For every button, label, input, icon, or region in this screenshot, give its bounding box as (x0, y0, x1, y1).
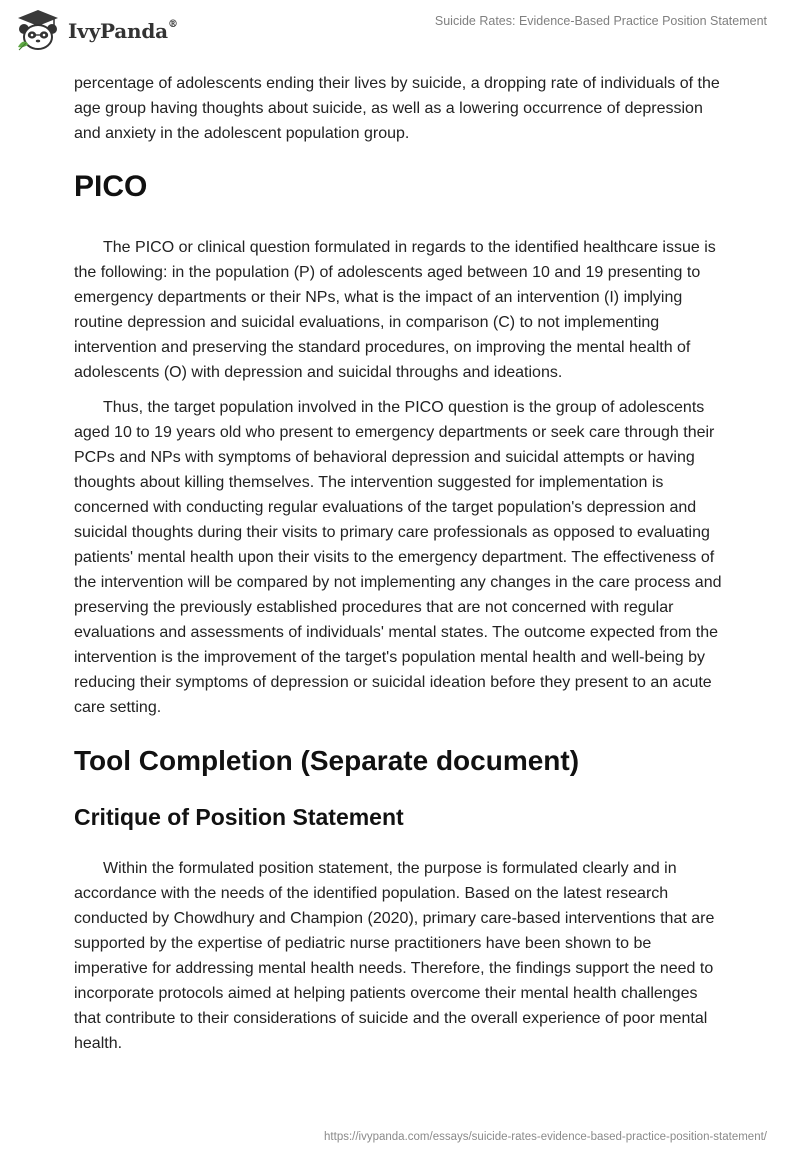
intro-paragraph: percentage of adolescents ending their lives by suicide, a dropping rate of individuals of the age group having thoughts about suicide, as well as a lowering occurrence of depression and anxiety in the adolescent population group. (74, 75, 720, 142)
panda-graduate-icon (14, 9, 62, 53)
pico-heading: PICO (74, 170, 148, 203)
tool-completion-heading: Tool Completion (Separate document) (74, 745, 580, 776)
source-url[interactable]: https://ivypanda.com/essays/suicide-rates-evidence-based-practice-position-statement/ (324, 1131, 767, 1143)
document-title: Suicide Rates: Evidence-Based Practice Position Statement (434, 14, 767, 28)
article-body (74, 71, 726, 1056)
brand-name (68, 19, 178, 43)
page-header (0, 0, 800, 64)
critique-heading: Critique of Position Statement (74, 804, 404, 830)
registered-mark: ® (167, 19, 178, 31)
pico-paragraph-2: Thus, the target population involved in the PICO question is the group of adolescents aged 10 to 19 years old who present to emergency departments or seek care through their PCPs and NPs with symptoms of behavioral depression and suicidal attempts or having thoughts about killing themselves. The intervention suggested for implementation is concerned with conducting regular evaluations of the target population's depression and suicidal thoughts during their visits to primary care professionals as opposed to evaluating patients' mental health upon their visits to the emergency department. The effectiveness of the intervention will be compared by not implementing any changes in the care process and preserving the previously established procedures that are not concerned with regular evaluations and assessments of individuals' mental states. The outcome expected from the intervention is the improvement of the target's population mental health and well-being by reducing their symptoms of depression or suicidal ideation before they present to an acute care setting. (74, 399, 722, 716)
brand-text: IvyPanda (68, 19, 168, 43)
ivypanda-logo[interactable] (14, 9, 178, 53)
pico-paragraph-1: The PICO or clinical question formulated in regards to the identified healthcare issue is the following: in the population (P) of adolescents aged between 10 and 19 presenting to emergency departments or their NPs, what is the impact of an intervention (I) implying routine depression and suicidal evaluations, in comparison (C) to not implementing intervention and preserving the standard procedures, on improving the mental health of adolescents (O) with depression and suicidal throughs and ideations. (74, 239, 716, 381)
critique-paragraph: Within the formulated position statement, the purpose is formulated clearly and in accordance with the needs of the identified population. Based on the latest research conducted by Chowdhury and Champion (2020), primary care-based interventions that are supported by the expertise of pediatric nurse practitioners have been shown to be imperative for addressing mental health needs. Therefore, the findings support the need to incorporate protocols aimed at helping patients overcome their mental health challenges that contribute to their considerations of suicide and the overall experience of poor mental health. (74, 860, 715, 1052)
